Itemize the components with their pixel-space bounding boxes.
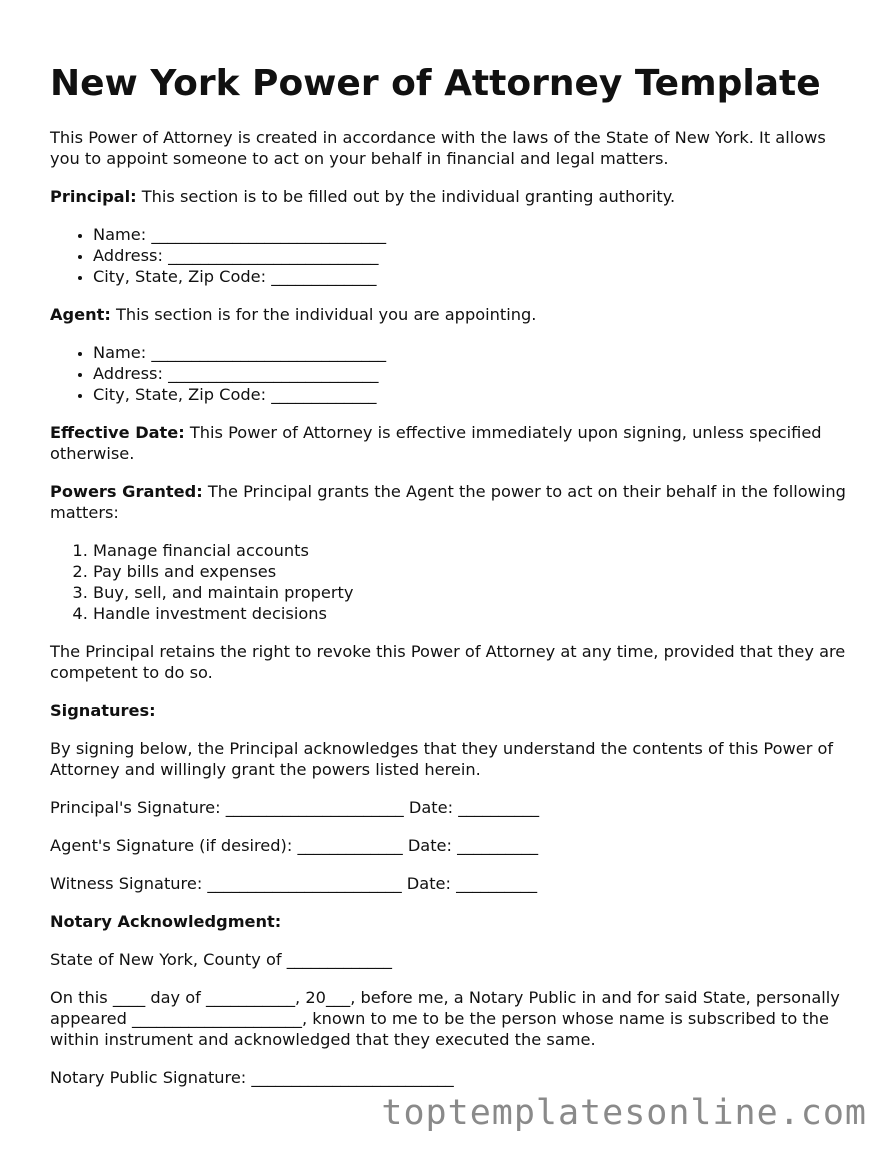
agent-section-intro bbox=[50, 304, 850, 325]
agent-signature-line: Agent's Signature (if desired): _____________ Date: __________ bbox=[50, 836, 539, 855]
intro-paragraph: This Power of Attorney is created in accordance with the laws of the State of New York. It allows you to appoint someone to act on your behalf in financial and legal matters. bbox=[50, 128, 826, 168]
powers-granted-text: The Principal grants the Agent the power to act on their behalf in the following matters: bbox=[50, 482, 846, 522]
agent-address-field: • Address: __________________________ bbox=[93, 363, 850, 384]
powers-granted-paragraph bbox=[50, 481, 850, 523]
principal-signature-line: Principal's Signature: ______________________ Date: __________ bbox=[50, 798, 540, 817]
principal-city-state-zip-field: • City, State, Zip Code: _____________ bbox=[93, 266, 850, 287]
agent-label: Agent: bbox=[50, 305, 111, 324]
document-page bbox=[50, 62, 850, 1088]
agent-city-state-zip-field: • City, State, Zip Code: _____________ bbox=[93, 384, 850, 405]
document-title: New York Power of Attorney Template bbox=[50, 63, 821, 104]
agent-name-field: • Name: _____________________________ bbox=[93, 342, 850, 363]
revocation-paragraph: The Principal retains the right to revoke this Power of Attorney at any time, provided that they are competent to do so. bbox=[50, 642, 846, 682]
power-item: 1. Manage financial accounts bbox=[93, 540, 850, 561]
signatures-heading: Signatures: bbox=[50, 701, 156, 720]
notary-body-paragraph: On this ____ day of ___________, 20___, before me, a Notary Public in and for said State, personally appeared _____________________, known to me to be the person whose name is subscribed to the within instrument and acknowledged that they executed the same. bbox=[50, 988, 840, 1049]
notary-signature-line: Notary Public Signature: _________________________ bbox=[50, 1068, 454, 1087]
site-watermark: toptemplatesonline.com bbox=[381, 1093, 867, 1133]
principal-section-intro bbox=[50, 186, 850, 207]
power-item: 4. Handle investment decisions bbox=[93, 603, 850, 624]
power-item: 2. Pay bills and expenses bbox=[93, 561, 850, 582]
principal-description: This section is to be filled out by the individual granting authority. bbox=[136, 187, 676, 206]
agent-description: This section is for the individual you are appointing. bbox=[110, 305, 537, 324]
effective-date-paragraph bbox=[50, 422, 850, 464]
agent-fields-list bbox=[50, 342, 850, 405]
principal-name-field: • Name: _____________________________ bbox=[93, 224, 850, 245]
power-item: 3. Buy, sell, and maintain property bbox=[93, 582, 850, 603]
notary-heading: Notary Acknowledgment: bbox=[50, 912, 282, 931]
witness-signature-line: Witness Signature: ________________________ Date: __________ bbox=[50, 874, 538, 893]
effective-date-text: This Power of Attorney is effective immediately upon signing, unless specified otherwise. bbox=[50, 423, 822, 463]
principal-fields-list bbox=[50, 224, 850, 287]
powers-granted-label: Powers Granted: bbox=[50, 482, 203, 501]
principal-address-field: • Address: __________________________ bbox=[93, 245, 850, 266]
notary-state-county-line: State of New York, County of _____________ bbox=[50, 950, 392, 969]
powers-list bbox=[50, 540, 850, 624]
signatures-acknowledgment: By signing below, the Principal acknowledges that they understand the contents of this Power of Attorney and willingly grant the powers listed herein. bbox=[50, 739, 834, 779]
effective-date-label: Effective Date: bbox=[50, 423, 185, 442]
principal-label: Principal: bbox=[50, 187, 137, 206]
